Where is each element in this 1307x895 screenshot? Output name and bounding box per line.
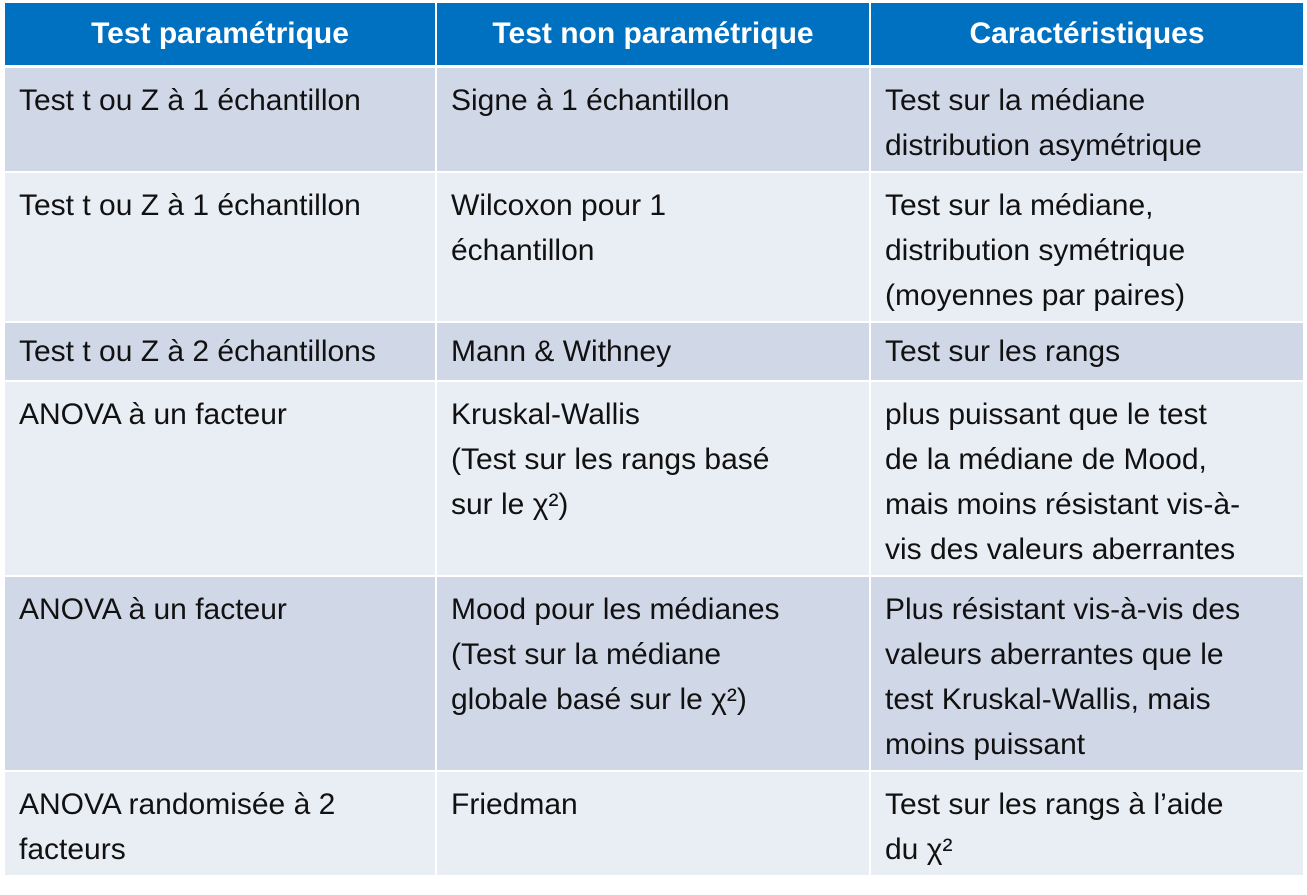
cell-line: (Test sur la médiane: [451, 637, 722, 671]
cell-line: du χ²: [885, 832, 953, 866]
cell-line: distribution symétrique: [885, 233, 1186, 267]
cell-line: Kruskal-Wallis: [451, 397, 640, 431]
cell-characteristics: [870, 576, 1304, 771]
cell-line: Test t ou Z à 2 échantillons: [19, 334, 376, 368]
cell-nonparametric: [436, 381, 870, 576]
cell-line: Wilcoxon pour 1: [451, 188, 667, 222]
cell-line: plus puissant que le test: [885, 397, 1207, 431]
cell-characteristics: [870, 322, 1304, 381]
cell-line: Friedman: [451, 787, 578, 821]
table-row: [4, 322, 1304, 381]
cell-line: Test sur la médiane: [885, 84, 1146, 117]
cell-line: Test sur les rangs: [885, 334, 1121, 368]
cell-characteristics: [870, 771, 1304, 876]
table-row: [4, 67, 1304, 172]
cell-characteristics: [870, 67, 1304, 172]
cell-line: Mood pour les médianes: [451, 592, 780, 626]
cell-parametric: [4, 771, 436, 876]
cell-line: facteurs: [19, 832, 126, 866]
cell-parametric: [4, 322, 436, 381]
cell-line: Test sur la médiane,: [885, 188, 1154, 222]
cell-line: Test t ou Z à 1 échantillon: [19, 84, 361, 117]
cell-line: mais moins résistant vis-à-: [885, 487, 1241, 521]
cell-line: Mann & Withney: [451, 334, 672, 368]
cell-line: Test sur les rangs à l’aide: [885, 787, 1224, 821]
cell-characteristics: [870, 172, 1304, 322]
header-row: [4, 3, 1304, 67]
cell-line: échantillon: [451, 233, 595, 267]
cell-line: valeurs aberrantes que le: [885, 637, 1224, 671]
header-parametric: Test paramétrique: [4, 3, 436, 67]
header-characteristics: Caractéristiques: [870, 3, 1304, 67]
cell-line: ANOVA à un facteur: [19, 592, 287, 626]
cell-line: ANOVA à un facteur: [19, 397, 287, 431]
cell-parametric: [4, 576, 436, 771]
cell-line: ANOVA randomisée à 2: [19, 787, 336, 821]
cell-nonparametric: [436, 322, 870, 381]
comparison-table: [3, 3, 1305, 877]
cell-line: de la médiane de Mood,: [885, 442, 1207, 476]
header-nonparametric: Test non paramétrique: [436, 3, 870, 67]
cell-line: vis des valeurs aberrantes: [885, 532, 1236, 566]
table-row: [4, 381, 1304, 576]
cell-parametric: [4, 381, 436, 576]
cell-nonparametric: [436, 771, 870, 876]
cell-line: sur le χ²): [451, 487, 569, 521]
cell-nonparametric: [436, 172, 870, 322]
table-row: [4, 576, 1304, 771]
table-row: [4, 771, 1304, 876]
cell-line: (Test sur les rangs basé: [451, 442, 770, 476]
cell-line: moins puissant: [885, 727, 1086, 761]
cell-parametric: [4, 67, 436, 172]
cell-line: test Kruskal-Wallis, mais: [885, 682, 1211, 716]
cell-parametric: [4, 172, 436, 322]
cell-characteristics: [870, 381, 1304, 576]
cell-nonparametric: [436, 576, 870, 771]
table-row: [4, 172, 1304, 322]
cell-line: globale basé sur le χ²): [451, 682, 747, 716]
comparison-table-container: [3, 3, 1303, 877]
cell-line: Test t ou Z à 1 échantillon: [19, 188, 361, 222]
cell-line: distribution asymétrique: [885, 129, 1202, 162]
cell-line: Signe à 1 échantillon: [451, 84, 730, 117]
cell-line: (moyennes par paires): [885, 278, 1186, 312]
cell-nonparametric: [436, 67, 870, 172]
cell-line: Plus résistant vis-à-vis des: [885, 592, 1241, 626]
